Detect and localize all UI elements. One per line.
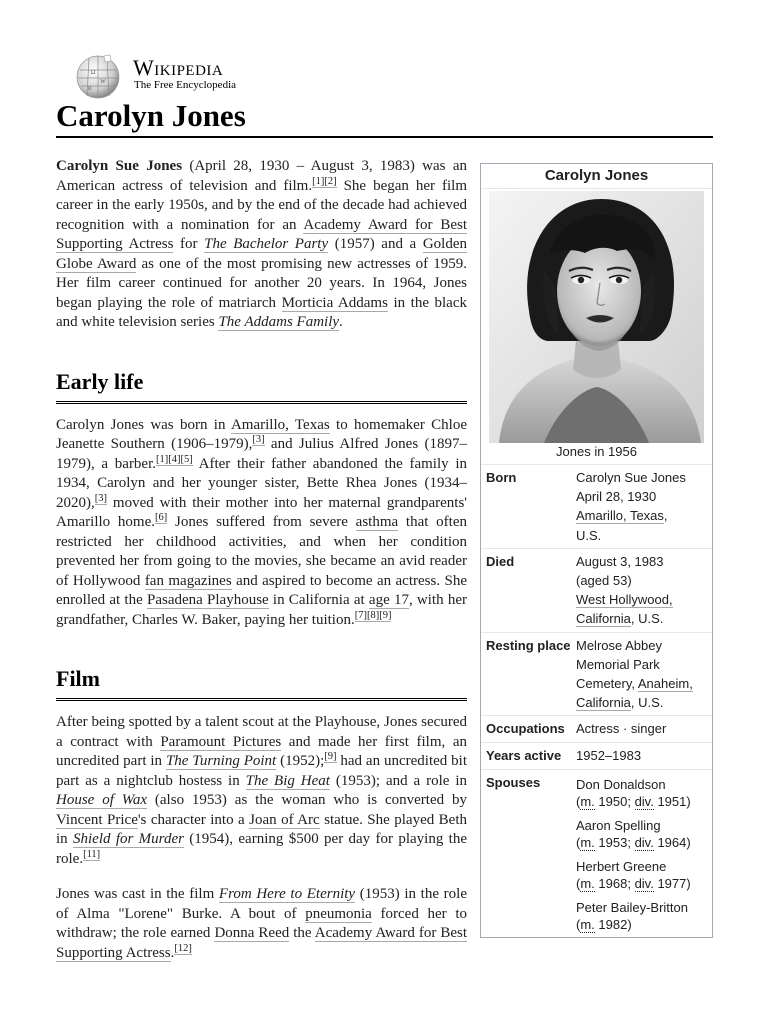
text: (1957) and a — [328, 236, 423, 252]
birth-country: U.S. — [576, 527, 602, 543]
text: Jones was cast in the film — [56, 886, 219, 902]
birth-date: April 28, 1930 — [576, 489, 657, 505]
married-abbr[interactable]: m. — [580, 876, 595, 892]
row-value — [576, 773, 712, 933]
italic-title: From Here to Eternity — [218, 886, 356, 902]
link-from-here-to-eternity[interactable] — [219, 886, 355, 903]
article-body — [56, 157, 467, 963]
link-academy-award[interactable]: Academy Award for Best Supporting Actress — [56, 925, 467, 961]
portrait-photo[interactable] — [489, 191, 704, 443]
film-paragraph-2 — [56, 885, 467, 963]
text: that often restricted her childhood activities, and when her condition prevented her from going to the movies, she became an avid reader of Hollywood — [56, 514, 467, 589]
ref-12[interactable]: [12] — [174, 942, 192, 954]
ref-5[interactable]: [5] — [180, 453, 193, 465]
wikipedia-globe-icon — [74, 52, 122, 100]
row-label: Resting place — [486, 637, 571, 653]
early-life-paragraph — [56, 416, 467, 631]
italic-title: Shield for Murder — [73, 831, 184, 847]
spouse-entry: Aaron Spelling (m. 1953; div. 1964) — [576, 817, 712, 851]
italic-title: The Bachelor Party — [204, 236, 329, 252]
ref-9[interactable]: [9] — [379, 609, 392, 621]
italic-title: The Big Heat — [245, 772, 330, 789]
text: , with her grandfather, Charles W. Baker, paying her tuition. — [56, 592, 467, 628]
spouse-name: Aaron Spelling — [576, 818, 661, 834]
text: (1952); — [276, 753, 325, 769]
text: . — [170, 944, 175, 961]
spouse-entry: Herbert Greene (m. 1968; div. 1977) — [576, 858, 712, 892]
text: and Julius Alfred Jones (1897–1979), a barber. — [56, 436, 467, 472]
link-golden-globe[interactable]: Golden Globe Award — [56, 236, 467, 272]
text: (1953); and a role in — [329, 772, 468, 789]
wikipedia-tagline: The Free Encyclopedia — [134, 79, 237, 91]
link-house-of-wax[interactable] — [56, 792, 147, 809]
text: , U.S. — [630, 611, 664, 627]
link-shield-for-murder[interactable] — [73, 831, 184, 848]
link-vincent-price[interactable]: Vincent Price — [56, 811, 138, 828]
death-age: (aged 53) — [576, 573, 632, 589]
spouse-name: Don Donaldson — [576, 777, 666, 793]
row-label: Died — [486, 553, 515, 569]
divorced-abbr[interactable]: div. — [634, 794, 654, 810]
birth-name: Carolyn Sue Jones — [576, 470, 686, 485]
ref-7[interactable]: [7] — [354, 609, 367, 621]
italic-title: The Turning Point — [165, 753, 277, 769]
row-value — [576, 468, 712, 545]
link-fan-magazines[interactable]: fan magazines — [144, 572, 232, 589]
row-label: Born — [486, 470, 517, 485]
row-label: Spouses — [486, 775, 541, 791]
ref-1[interactable]: [1] — [312, 175, 325, 187]
italic-title: House of Wax — [56, 792, 148, 808]
spouse-entry: Don Donaldson (m. 1950; div. 1951) — [576, 776, 712, 810]
link-pneumonia[interactable]: pneumonia — [305, 905, 372, 922]
text: 1950; — [594, 794, 635, 810]
link-academy-award[interactable]: Academy Award for Best Supporting Actress — [56, 216, 467, 252]
link-age-17[interactable]: age 17 — [368, 592, 409, 608]
text: 1951) — [653, 794, 691, 810]
ref-2[interactable]: [2] — [324, 175, 337, 187]
death-date: August 3, 1983 — [576, 553, 664, 569]
row-value — [576, 636, 712, 713]
infobox-row-born — [481, 464, 712, 548]
text: moved with their mother into her maternal grandparents' Amarillo home. — [56, 494, 467, 530]
intro-paragraph — [56, 157, 467, 333]
wikipedia-logo[interactable] — [74, 52, 274, 98]
infobox-row-died — [481, 548, 712, 632]
row-value — [576, 552, 712, 629]
photo-caption: Jones in 1956 — [556, 444, 637, 459]
text: (also 1953) as the woman who is converted by — [147, 792, 467, 808]
row-label: Years active — [486, 748, 562, 764]
text: (1954), earning $500 per day for playing the role. — [56, 831, 467, 867]
spouse-entry: Peter Bailey-Britton (m. 1982) — [576, 899, 712, 933]
married-abbr[interactable]: m. — [580, 794, 595, 810]
text: After being spotted by a talent scout at the Playhouse, Jones secured a contract with — [56, 714, 467, 750]
ref-6[interactable]: [6] — [154, 512, 168, 523]
text: 1977) — [653, 876, 691, 892]
italic-title: The Addams Family — [218, 314, 340, 330]
row-value: Actress · singer — [576, 721, 667, 737]
divorced-abbr[interactable]: div. — [634, 835, 654, 851]
infobox-row-resting-place — [481, 632, 712, 716]
svg-text:Ω: Ω — [91, 70, 96, 76]
link-morticia-addams[interactable]: Morticia Addams — [281, 294, 388, 311]
link-turning-point[interactable] — [166, 753, 276, 770]
text: Carolyn Jones was born in — [56, 416, 231, 433]
text: statue. She played Beth in — [56, 811, 468, 847]
text: After their father abandoned the family in 1934, Carolyn and her younger sister, Bette Rhea Jones (1934–2020), — [56, 455, 467, 511]
link-pasadena-playhouse[interactable]: Pasadena Playhouse — [146, 592, 269, 608]
text: (1953) in the role of Alma "Lorene" Burke. A bout of — [56, 886, 467, 922]
divorced-abbr[interactable]: div. — [634, 876, 654, 892]
section-heading-early-life: Early life — [56, 369, 467, 404]
ref-3[interactable]: [3] — [94, 492, 107, 504]
text: in California at — [268, 592, 369, 608]
link-anaheim[interactable]: Anaheim, California — [576, 676, 693, 711]
link-asthma[interactable]: asthma — [355, 514, 399, 530]
ref-11[interactable]: [11] — [83, 848, 101, 860]
text: 's character into a — [137, 811, 250, 828]
text: , — [663, 508, 668, 524]
film-paragraph-1 — [56, 713, 467, 869]
text: 1953; — [594, 835, 635, 851]
text: 1982) — [594, 917, 632, 933]
ref-4[interactable]: [4] — [168, 453, 181, 465]
text: (April 28, 1930 – August 3, 1983) was an American actress of television and film. — [56, 158, 467, 194]
infobox — [480, 163, 713, 938]
text: She began her film career in the early 1950s, and by the end of the decade had achieved recognition with a nomination for an — [56, 177, 467, 233]
text: Melrose Abbey Memorial Park Cemetery, — [576, 637, 662, 692]
ref-3[interactable]: [3] — [252, 434, 265, 445]
link-big-heat[interactable] — [246, 773, 330, 790]
text: forced her to withdraw; the role earned — [56, 905, 467, 941]
text: had an uncredited bit part as a nightclub hostess in — [56, 753, 467, 789]
text: Jones suffered from severe — [167, 514, 356, 530]
link-addams-family[interactable] — [218, 314, 339, 331]
link-joan-of-arc[interactable]: Joan of Arc — [249, 811, 320, 828]
svg-text:И: И — [88, 87, 92, 92]
text: and made her first film, an uncredited part in — [56, 733, 467, 769]
text: to homemaker Chloe Jeanette Southern (1906–1979), — [56, 416, 467, 452]
section-heading-film: Film — [56, 666, 467, 701]
ref-1[interactable]: [1] — [156, 453, 169, 465]
ref-9[interactable]: [9] — [324, 751, 337, 762]
bold-name: Carolyn Sue Jones — [56, 158, 183, 174]
link-bachelor-party[interactable] — [204, 236, 328, 253]
text: 1964) — [653, 835, 691, 851]
text: for — [173, 236, 205, 252]
text: , U.S. — [630, 695, 664, 711]
title-divider — [56, 136, 713, 138]
text: as one of the most promising new actresses of 1959. Her film career continued for another 20 years. In 1964, Jones began playing the role of matriarch — [56, 255, 467, 311]
infobox-row-spouses — [481, 769, 712, 937]
text: 1968; — [594, 876, 635, 892]
link-death-place[interactable]: West Hollywood, California — [576, 592, 673, 627]
ref-8[interactable]: [8] — [366, 609, 380, 621]
wikipedia-wordmark: Wikipedia — [133, 55, 224, 80]
svg-text:W: W — [100, 79, 106, 85]
infobox-title: Carolyn Jones — [481, 164, 712, 189]
text: and aspired to become an actress. She enrolled at the — [56, 572, 467, 608]
married-abbr[interactable]: m. — [580, 917, 595, 933]
link-birth-place[interactable]: Amarillo, Texas — [576, 508, 664, 524]
infobox-row-years-active — [481, 742, 712, 769]
text: the — [289, 925, 315, 941]
link-paramount-pictures[interactable]: Paramount Pictures — [160, 733, 282, 750]
text: in the black and white television series — [56, 294, 467, 330]
infobox-row-occupations — [481, 715, 712, 742]
married-abbr[interactable]: m. — [580, 835, 595, 851]
page-title: Carolyn Jones — [56, 98, 246, 133]
text: . — [339, 314, 343, 330]
spouse-name: Peter Bailey-Britton — [576, 900, 688, 916]
spouse-name: Herbert Greene — [576, 859, 667, 875]
row-value: 1952–1983 — [576, 748, 642, 764]
link-donna-reed[interactable]: Donna Reed — [214, 925, 290, 941]
row-label: Occupations — [486, 721, 565, 737]
link-amarillo-texas[interactable]: Amarillo, Texas — [230, 416, 330, 433]
